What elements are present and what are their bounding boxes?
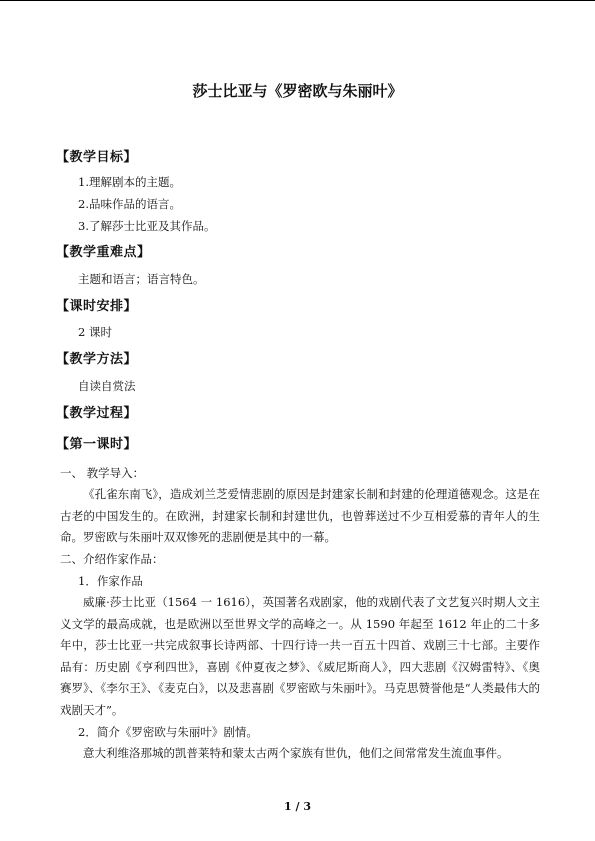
key-points-text: 主题和语言；语言特色。	[78, 272, 205, 286]
author-paragraph: 威廉·莎士比亚（1564 一 1616），英国著名戏剧家，他的戏剧代表了文艺复兴时期人文主义文学的最高成就，也是欧洲以至世界文学的高峰之一。从 1590 年起至 1612 年止的二十多年中，莎士比亚一共完成叙事长诗两部、十四行诗一共一百五十四首、戏剧三十七部。主要作品有：历史剧《亨利四世》，喜剧《仲夏夜之梦》、《威尼斯商人》，四大悲剧《汉姆雷特》、《奥赛罗》、《李尔王》、《麦克白》，以及悲喜剧《罗密欧与朱丽叶》。马克思赞誉他是“人类最伟大的戏剧天才”。	[60, 595, 540, 717]
key-points-heading: 【教学重难点】	[56, 245, 151, 260]
intro-paragraph: 《孔雀东南飞》，造成刘兰芝爱情悲剧的原因是封建家长制和封建的伦理道德观念。这是在古老的中国发生的。在欧洲，封建家长制和封建世仇，也曾葬送过不少互相爱慕的青年人的生命。罗密欧与朱丽叶双双惨死的悲剧便是其中的一幕。	[60, 487, 540, 544]
schedule-text: 2 课时	[78, 325, 112, 339]
plot-paragraph: 意大利维洛那城的凯普莱特和蒙太古两个家族有世仇，他们之间常常发生流血事件。	[83, 746, 509, 760]
document-title: 莎士比亚与《罗密欧与朱丽叶》	[192, 82, 403, 100]
works-heading: 二、介绍作家作品：	[60, 552, 164, 566]
plot-subheading: 2．简介《罗密欧与朱丽叶》剧情。	[78, 725, 258, 739]
page-number: 1 / 3	[284, 800, 311, 813]
method-text: 自读自赏法	[78, 379, 136, 393]
schedule-heading: 【课时安排】	[56, 299, 138, 314]
process-heading: 【教学过程】	[56, 406, 138, 421]
intro-heading: 一、 教学导入：	[60, 466, 145, 480]
objectives-heading: 【教学目标】	[56, 150, 138, 165]
lesson1-heading: 【第一课时】	[56, 437, 138, 452]
method-heading: 【教学方法】	[56, 352, 138, 367]
objective-item-3: 3.了解莎士比亚及其作品。	[78, 219, 216, 233]
objective-item-2: 2.品味作品的语言。	[78, 197, 181, 211]
objective-item-1: 1.理解剧本的主题。	[78, 175, 181, 189]
author-subheading: 1．作家作品	[78, 574, 143, 588]
